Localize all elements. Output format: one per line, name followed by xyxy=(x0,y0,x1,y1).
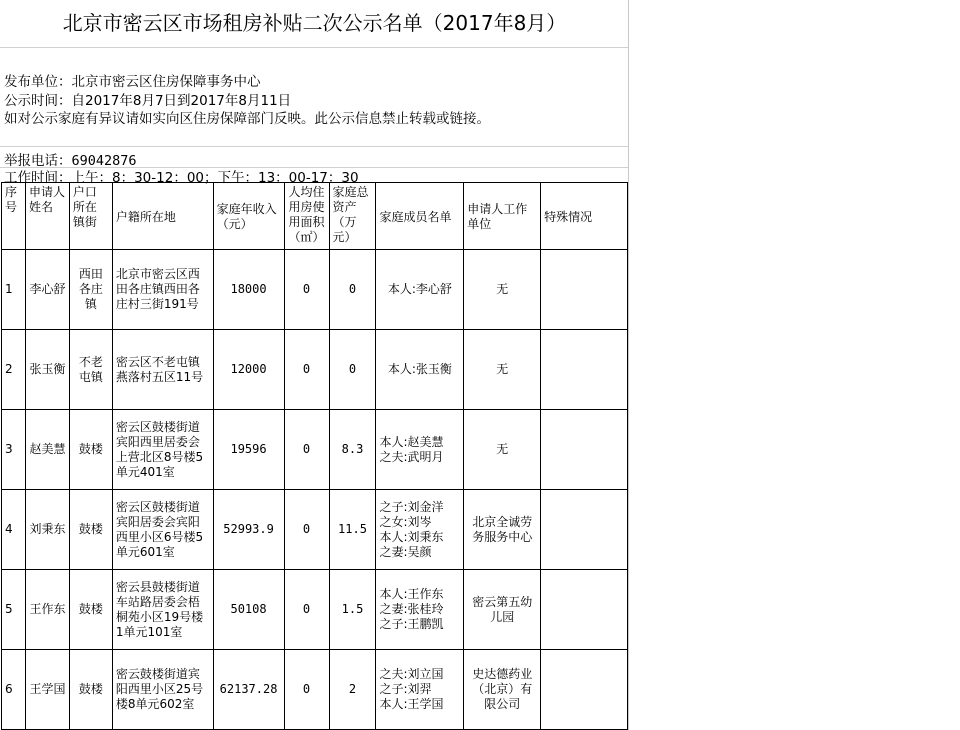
hukou-town: 鼓楼 xyxy=(69,570,112,650)
row-index: 2 xyxy=(2,330,26,410)
applicant-name: 王作东 xyxy=(25,570,69,650)
employer: 密云第五幼儿园 xyxy=(464,570,541,650)
row-index: 6 xyxy=(2,650,26,730)
special-note xyxy=(541,410,628,490)
table-row xyxy=(2,570,628,650)
applicant-name: 张玉衡 xyxy=(25,330,69,410)
period-line xyxy=(4,89,291,109)
applicant-name: 王学国 xyxy=(25,650,69,730)
row-index: 3 xyxy=(2,410,26,490)
header-cell: 家庭成员名单 xyxy=(376,183,464,250)
header-cell: 申请人工作单位 xyxy=(464,183,541,250)
header-cell: 申请人姓名 xyxy=(25,183,69,250)
applicant-name: 李心舒 xyxy=(25,250,69,330)
family-members: 之子:刘金洋 之女:刘岑 本人:刘秉东 之妻:吴颜 xyxy=(376,490,464,570)
hukou-town: 鼓楼 xyxy=(69,650,112,730)
annual-income: 52993.9 xyxy=(213,490,284,570)
subsidy-table xyxy=(1,182,628,730)
row-index: 5 xyxy=(2,570,26,650)
row-index: 1 xyxy=(2,250,26,330)
total-assets: 2 xyxy=(329,650,376,730)
total-assets: 11.5 xyxy=(329,490,376,570)
annual-income: 50108 xyxy=(213,570,284,650)
special-note xyxy=(541,570,628,650)
employer: 无 xyxy=(464,330,541,410)
header-cell: 序号 xyxy=(2,183,26,250)
family-members: 之夫:刘立国 之子:刘羿 本人:王学国 xyxy=(376,650,464,730)
annual-income: 18000 xyxy=(213,250,284,330)
phone-value: 69042876 xyxy=(71,153,137,169)
total-assets: 8.3 xyxy=(329,410,376,490)
header-cell: 家庭年收入（元） xyxy=(213,183,284,250)
special-note xyxy=(541,330,628,410)
header-cell: 户口所在镇街 xyxy=(69,183,112,250)
hours-value: 上午：8：30-12：00；下午：13：00-17：30 xyxy=(71,170,359,186)
period-value: 自2017年8月7日到2017年8月11日 xyxy=(71,93,292,109)
phone-label: 举报电话： xyxy=(4,153,72,169)
annual-income: 12000 xyxy=(213,330,284,410)
per-capita-area: 0 xyxy=(284,410,329,490)
per-capita-area: 0 xyxy=(284,650,329,730)
header-cell: 人均住用房使用面积（㎡） xyxy=(284,183,329,250)
special-note xyxy=(541,490,628,570)
hukou-address: 密云区鼓楼街道宾阳西里居委会上营北区8号楼5单元401室 xyxy=(112,410,213,490)
employer: 史达德药业（北京）有限公司 xyxy=(464,650,541,730)
hukou-address: 北京市密云区西田各庄镇西田各庄村三街191号 xyxy=(112,250,213,330)
family-members: 本人:张玉衡 xyxy=(376,330,464,410)
per-capita-area: 0 xyxy=(284,330,329,410)
family-members: 本人:赵美慧 之夫:武明月 xyxy=(376,410,464,490)
hukou-town: 不老屯镇 xyxy=(69,330,112,410)
total-assets: 0 xyxy=(329,250,376,330)
family-members: 本人:王作东 之妻:张桂玲 之子:王鹏凯 xyxy=(376,570,464,650)
per-capita-area: 0 xyxy=(284,250,329,330)
publisher-label: 发布单位： xyxy=(4,74,72,90)
per-capita-area: 0 xyxy=(284,570,329,650)
table-row xyxy=(2,250,628,330)
page-title: 北京市密云区市场租房补贴二次公示名单（2017年8月） xyxy=(0,0,629,48)
annual-income: 19596 xyxy=(213,410,284,490)
table-row xyxy=(2,490,628,570)
table-row xyxy=(2,650,628,730)
employer: 北京全诚劳务服务中心 xyxy=(464,490,541,570)
divider xyxy=(0,146,629,147)
total-assets: 0 xyxy=(329,330,376,410)
hukou-address: 密云县鼓楼街道车站路居委会梧桐苑小区19号楼1单元101室 xyxy=(112,570,213,650)
hukou-town: 鼓楼 xyxy=(69,410,112,490)
table-row xyxy=(2,330,628,410)
applicant-name: 赵美慧 xyxy=(25,410,69,490)
employer: 无 xyxy=(464,250,541,330)
header-cell: 特殊情况 xyxy=(541,183,628,250)
header-cell: 户籍所在地 xyxy=(112,183,213,250)
hukou-town: 鼓楼 xyxy=(69,490,112,570)
special-note xyxy=(541,250,628,330)
table-row xyxy=(2,410,628,490)
applicant-name: 刘秉东 xyxy=(25,490,69,570)
total-assets: 1.5 xyxy=(329,570,376,650)
hukou-address: 密云鼓楼街道宾阳西里小区25号楼8单元602室 xyxy=(112,650,213,730)
publisher-line xyxy=(4,70,261,90)
per-capita-area: 0 xyxy=(284,490,329,570)
period-label: 公示时间： xyxy=(4,93,72,109)
notice-text: 如对公示家庭有异议请如实向区住房保障部门反映。此公示信息禁止转载或链接。 xyxy=(4,111,490,127)
row-index: 4 xyxy=(2,490,26,570)
special-note xyxy=(541,650,628,730)
hukou-town: 西田各庄镇 xyxy=(69,250,112,330)
hukou-address: 密云区不老屯镇燕落村五区11号 xyxy=(112,330,213,410)
publisher-value: 北京市密云区住房保障事务中心 xyxy=(71,74,261,90)
family-members: 本人:李心舒 xyxy=(376,250,464,330)
annual-income: 62137.28 xyxy=(213,650,284,730)
hours-label: 工作时间： xyxy=(4,170,72,186)
hukou-address: 密云区鼓楼街道宾阳居委会宾阳西里小区6号楼5单元601室 xyxy=(112,490,213,570)
employer: 无 xyxy=(464,410,541,490)
table-header-row xyxy=(2,183,628,250)
header-cell: 家庭总资产（万元） xyxy=(329,183,376,250)
